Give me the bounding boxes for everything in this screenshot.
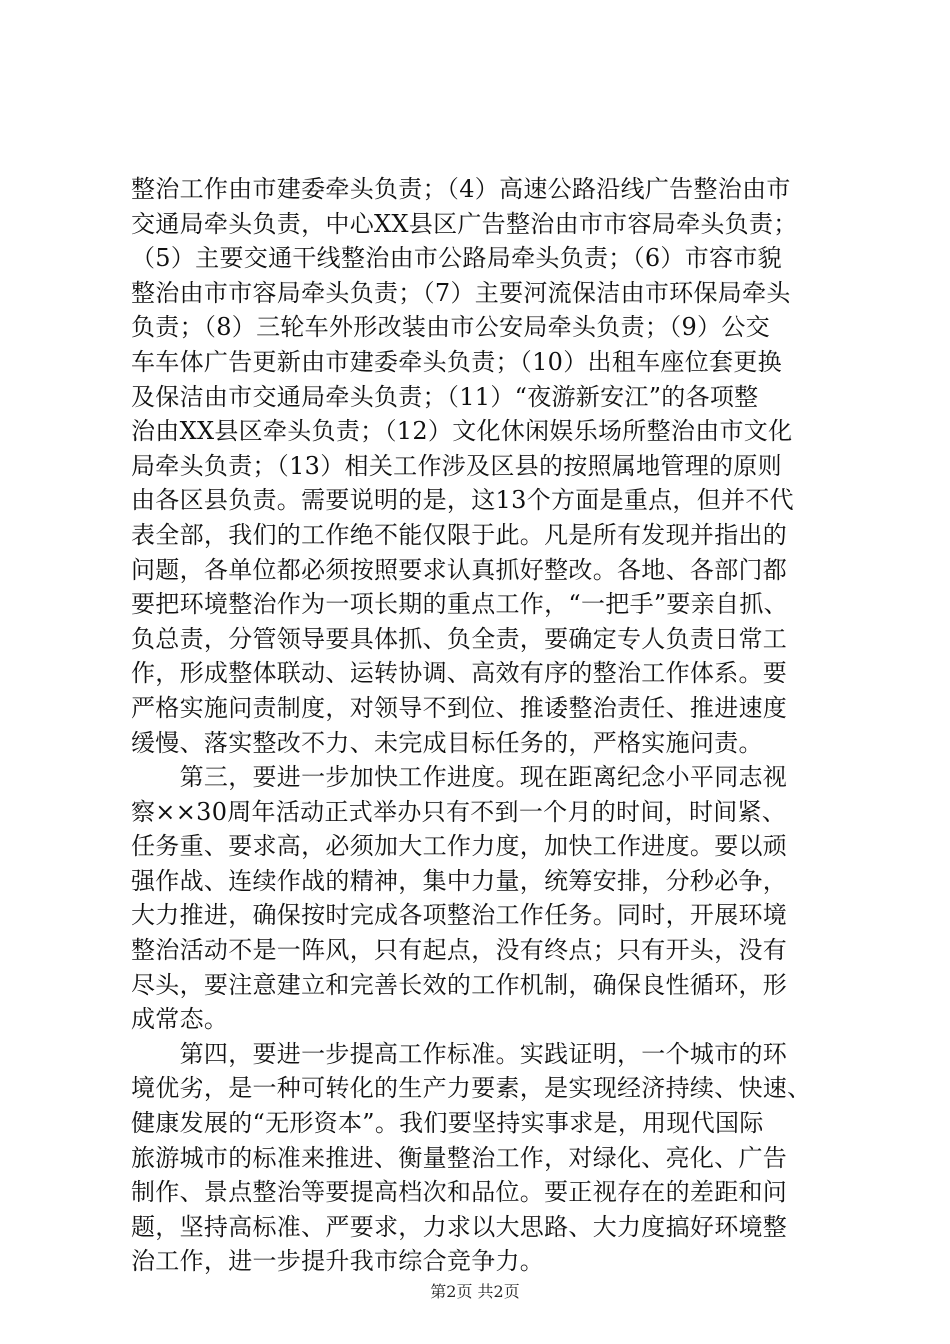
text-line: 尽头，要注意建立和完善长效的工作机制，确保良性循环，形 xyxy=(131,970,788,999)
text-line: 察××30周年活动正式举办只有不到一个月的时间，时间紧、 xyxy=(131,797,787,826)
page-footer: 第2页 共2页 xyxy=(430,1282,520,1301)
text-line: 负总责，分管领导要具体抓、负全责，要确定专人负责日常工 xyxy=(131,624,788,653)
document-body xyxy=(131,172,831,1279)
text-line: 题，坚持高标准、严要求，力求以大思路、大力度搞好环境整 xyxy=(131,1212,788,1241)
text-line: 整治工作由市建委牵头负责；（4）高速公路沿线广告整治由市 xyxy=(131,175,791,203)
text-line: 旅游城市的标准来推进、衡量整治工作，对绿化、亮化、广告 xyxy=(131,1143,788,1172)
text-line: 治工作，进一步提升我市综合竞争力。 xyxy=(131,1247,545,1276)
text-line: 第三，要进一步加快工作进度。现在距离纪念小平同志视 xyxy=(131,763,788,792)
text-line: 治由XX县区牵头负责；（12）文化休闲娱乐场所整治由市文化 xyxy=(131,417,793,446)
text-line: 健康发展的“无形资本”。我们要坚持实事求是，用现代国际 xyxy=(131,1109,764,1138)
text-line: （5）主要交通干线整治由市公路局牵头负责；（6）市容市貌 xyxy=(131,244,782,273)
text-line: 问题，各单位都必须按照要求认真抓好整改。各地、各部门都 xyxy=(131,555,788,584)
text-line: 整治活动不是一阵风，只有起点，没有终点；只有开头，没有 xyxy=(131,936,788,965)
text-line: 严格实施问责制度，对领导不到位、推诿整治责任、推进速度 xyxy=(131,693,788,722)
text-line: 及保洁由市交通局牵头负责；（11）“夜游新安江”的各项整 xyxy=(131,382,759,411)
text-line: 缓慢、落实整改不力、未完成目标任务的，严格实施问责。 xyxy=(131,728,763,757)
text-line: 强作战、连续作战的精神，集中力量，统筹安排，分秒必争， xyxy=(131,866,788,895)
text-line: 局牵头负责；（13）相关工作涉及区县的按照属地管理的原则 xyxy=(131,451,782,480)
text-line: 车车体广告更新由市建委牵头负责；（10）出租车座位套更换 xyxy=(131,347,782,376)
text-line: 成常态。 xyxy=(131,1005,229,1034)
text-line: 要把环境整治作为一项长期的重点工作，“一把手”要亲自抓、 xyxy=(131,590,788,619)
text-line: 由各区县负责。需要说明的是，这13个方面是重点，但并不代 xyxy=(131,486,794,515)
text-line: 表全部，我们的工作绝不能仅限于此。凡是所有发现并指出的 xyxy=(131,520,788,549)
text-line: 境优劣，是一种可转化的生产力要素，是实现经济持续、快速、 xyxy=(131,1074,812,1103)
text-line: 第四，要进一步提高工作标准。实践证明，一个城市的环 xyxy=(131,1039,788,1068)
text-line: 任务重、要求高，必须加大工作力度，加快工作进度。要以顽 xyxy=(131,832,788,861)
text-line: 大力推进，确保按时完成各项整治工作任务。同时，开展环境 xyxy=(131,901,788,930)
text-line: 作，形成整体联动、运转协调、高效有序的整治工作体系。要 xyxy=(131,659,788,688)
text-line: 整治由市市容局牵头负责；（7）主要河流保洁由市环保局牵头 xyxy=(131,278,791,307)
text-line: 制作、景点整治等要提高档次和品位。要正视存在的差距和问 xyxy=(131,1178,788,1207)
text-line: 交通局牵头负责，中心XX县区广告整治由市市容局牵头负责； xyxy=(131,209,798,238)
text-line: 负责；（8）三轮车外形改装由市公安局牵头负责；（9）公交 xyxy=(131,313,770,342)
